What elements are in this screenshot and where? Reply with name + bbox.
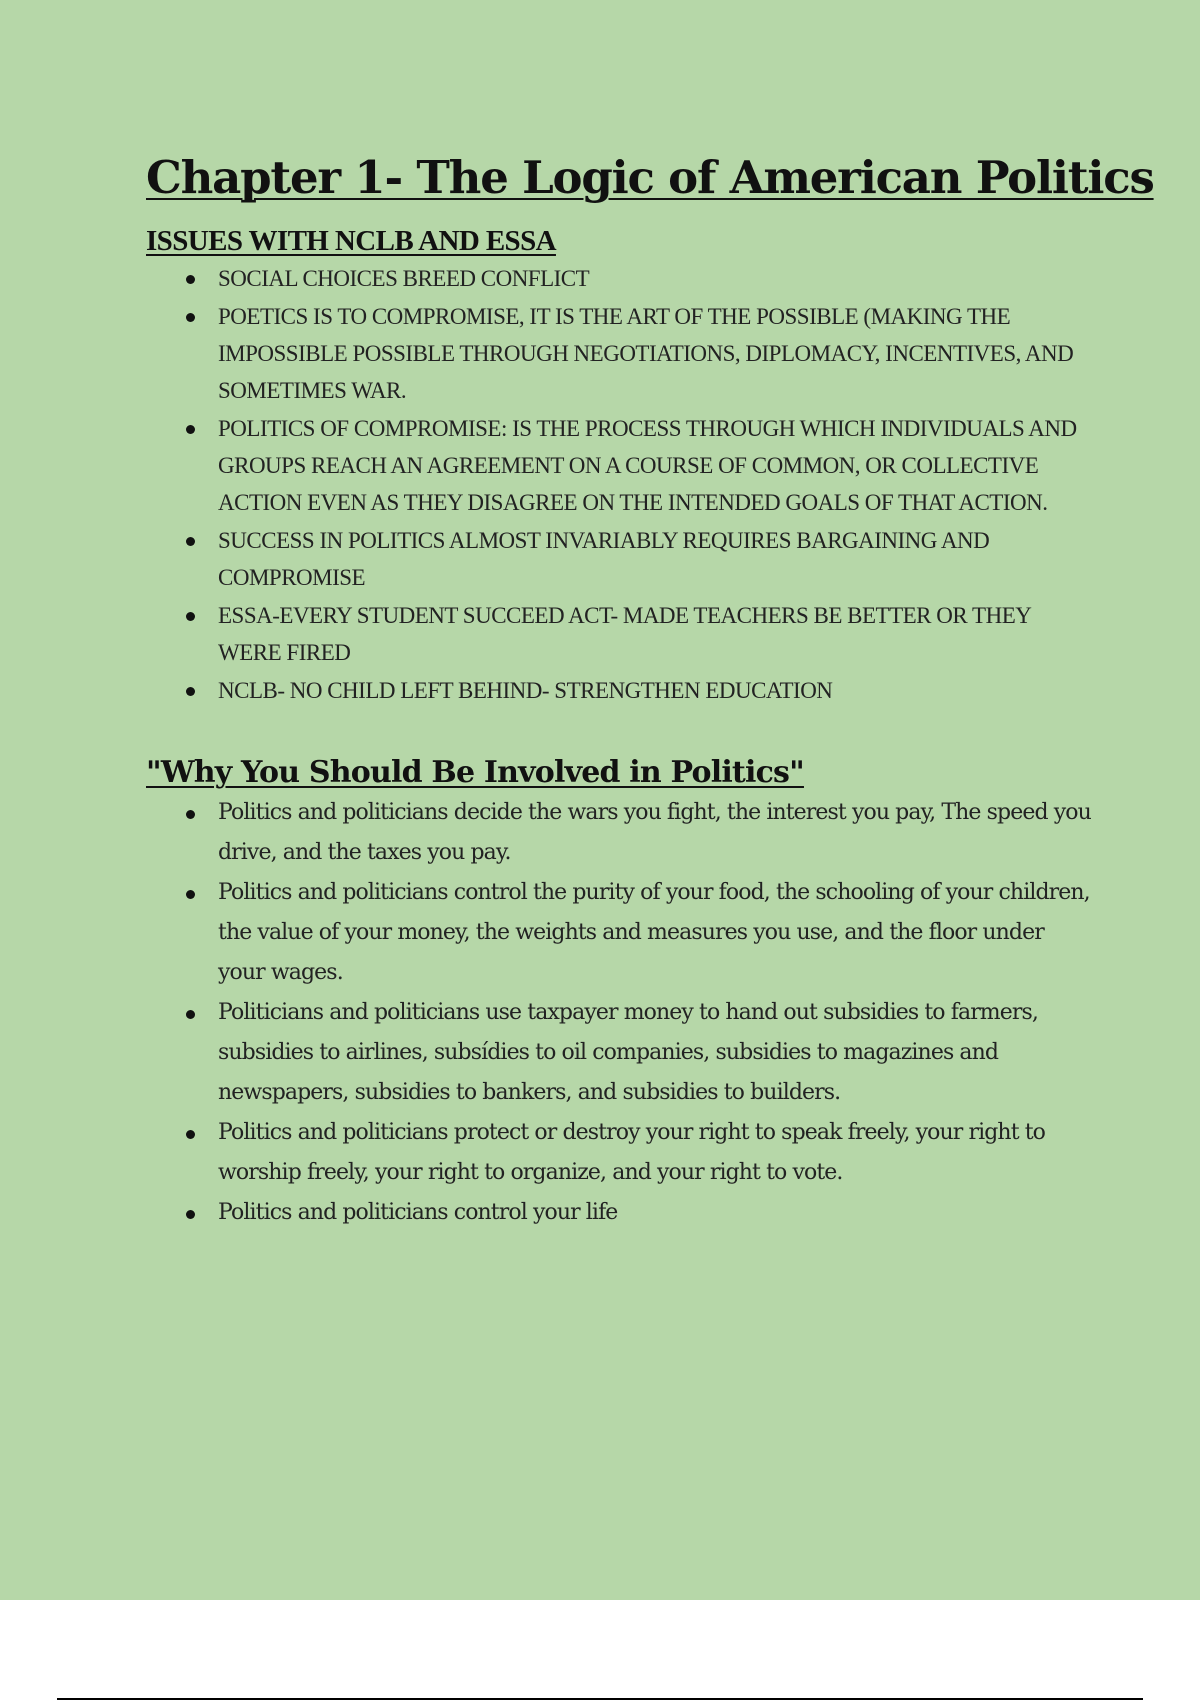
list-item-text: Politicians and politicians use taxpayer money to hand out subsidies to farmers, subsidies to airlines, subsídies to oil companies, subsidies to magazines and newspapers, subsidies to bankers, and subsidies to builders. [218, 1000, 1038, 1105]
list-item [146, 298, 1094, 409]
list-item [146, 597, 1094, 671]
list-item [146, 1113, 1094, 1193]
list-item-text: Politics and politicians protect or destroy your right to speak freely, your right to worship freely, your right to organize, and your right to vote. [218, 1120, 1046, 1185]
bullet-dot-icon [186, 890, 195, 899]
bullet-dot-icon [186, 612, 195, 621]
list-item-text: Politics and politicians control your life [218, 1200, 618, 1225]
list-item [146, 993, 1094, 1113]
why-involved-bullet-list [146, 793, 1094, 1233]
list-item-text: POLITICS OF COMPROMISE: IS THE PROCESS THROUGH WHICH INDIVIDUALS AND GROUPS REACH AN AGREEMENT ON A COURSE OF COMMON, OR COLLECTIVE ACTION EVEN AS THEY DISAGREE ON THE INTENDED GOALS OF THAT ACTION. [218, 416, 1077, 515]
list-item-text: SOCIAL CHOICES BREED CONFLICT [218, 266, 590, 291]
bullet-dot-icon [186, 1010, 195, 1019]
list-item [146, 793, 1094, 873]
bullet-dot-icon [186, 425, 195, 434]
list-item-text: POETICS IS TO COMPROMISE, IT IS THE ART OF THE POSSIBLE (MAKING THE IMPOSSIBLE POSSIBLE THROUGH NEGOTIATIONS, DIPLOMACY, INCENTIVES, AND SOMETIMES WAR. [218, 304, 1074, 403]
list-item-text: Politics and politicians control the purity of your food, the schooling of your children, the value of your money, the weights and measures you use, and the floor under your wages. [218, 880, 1090, 985]
section-heading-issues: ISSUES WITH NCLB AND ESSA [146, 225, 556, 257]
list-item [146, 672, 1094, 709]
bullet-dot-icon [186, 313, 195, 322]
list-item-text: ESSA-EVERY STUDENT SUCCEED ACT- MADE TEACHERS BE BETTER OR THEY WERE FIRED [218, 603, 1031, 665]
list-item-text: NCLB- NO CHILD LEFT BEHIND- STRENGTHEN EDUCATION [218, 678, 833, 703]
document-title: Chapter 1- The Logic of American Politics [146, 151, 1154, 204]
list-item [146, 1193, 1094, 1233]
list-item-text: Politics and politicians decide the wars you fight, the interest you pay, The speed you drive, and the taxes you pay. [218, 800, 1091, 865]
bullet-dot-icon [186, 1210, 195, 1219]
issues-bullet-list [146, 260, 1094, 709]
bullet-dot-icon [186, 687, 195, 696]
list-item [146, 873, 1094, 993]
section-heading-why-involved: "Why You Should Be Involved in Politics" [146, 755, 804, 790]
bullet-dot-icon [186, 1130, 195, 1139]
bullet-dot-icon [186, 810, 195, 819]
list-item [146, 522, 1094, 596]
bullet-dot-icon [186, 537, 195, 546]
list-item [146, 410, 1094, 521]
list-item [146, 260, 1094, 297]
list-item-text: SUCCESS IN POLITICS ALMOST INVARIABLY REQUIRES BARGAINING AND COMPROMISE [218, 528, 990, 590]
document-content [146, 146, 1154, 1233]
bullet-dot-icon [186, 275, 195, 284]
